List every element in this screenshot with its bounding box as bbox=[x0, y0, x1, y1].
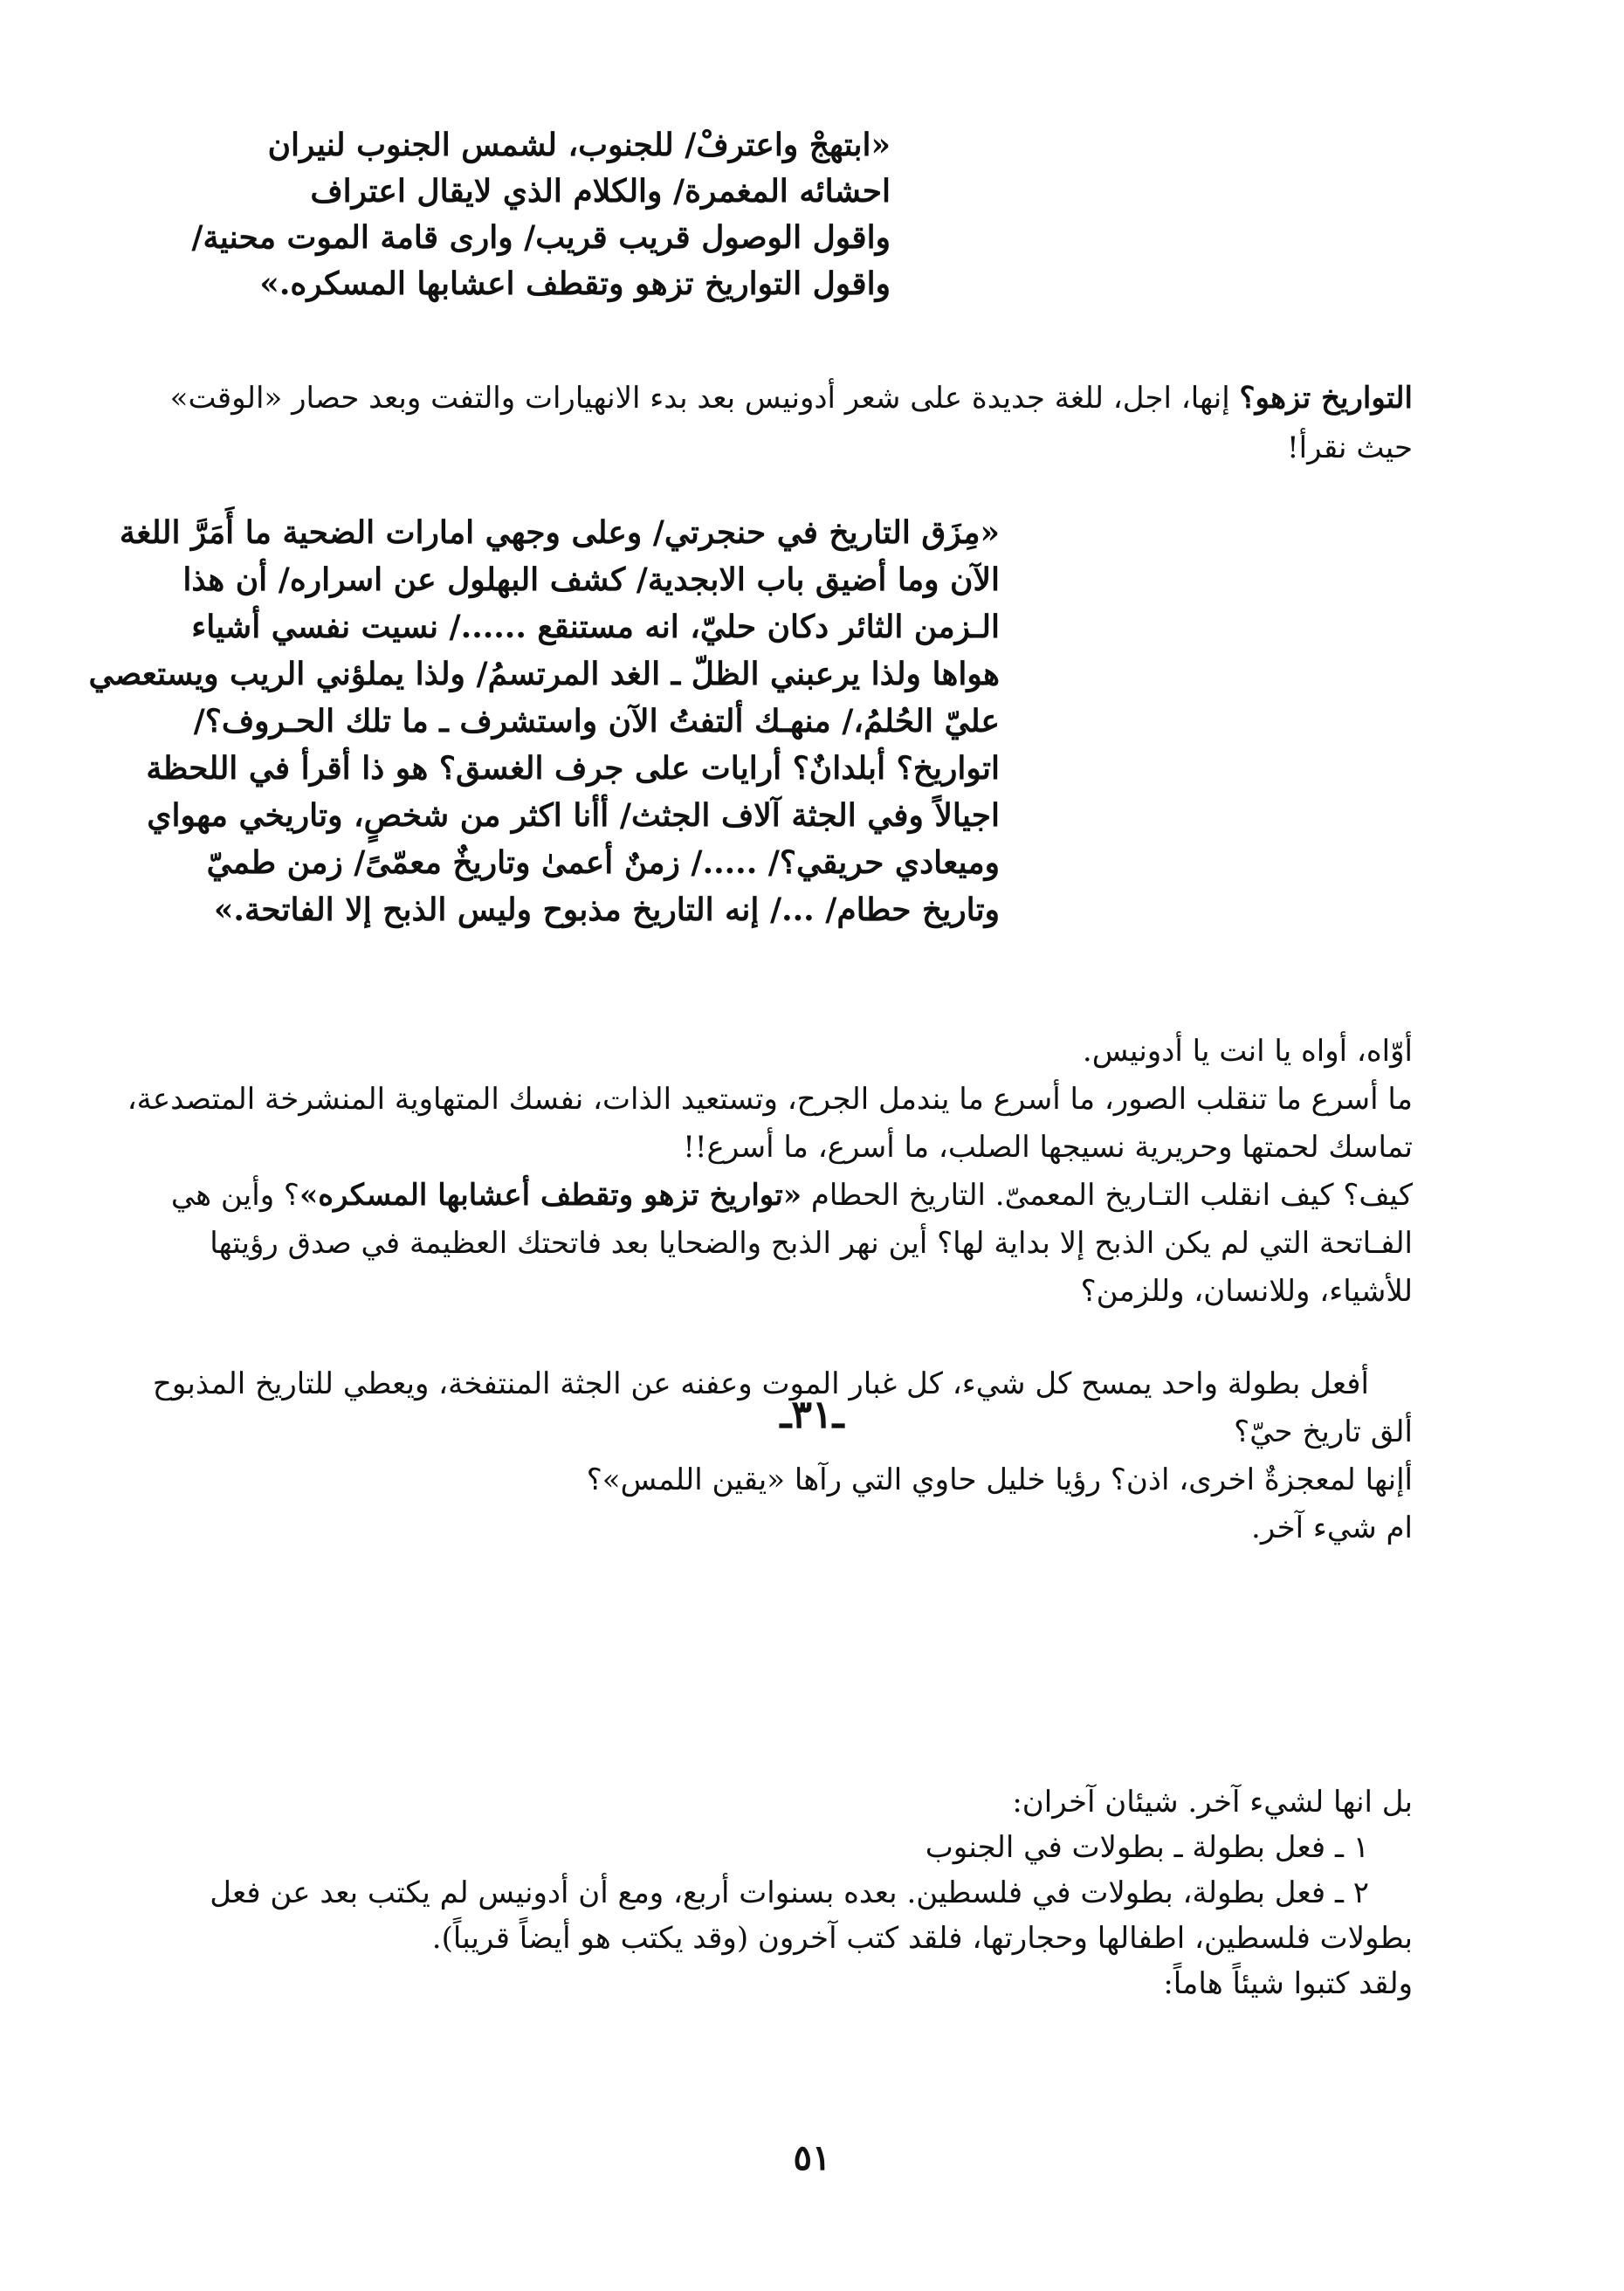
paragraph-line: أوّاه، أواه يا انت يا أدونيس. bbox=[1082, 1034, 1413, 1069]
paragraph-line: بطولات فلسطين، اطفالها وحجارتها، فلقد كتب آخرون (وقد يكتب هو أيضاً قريباً). bbox=[431, 1921, 1413, 1956]
poem-line: الآن وما أضيق باب الابجدية/ كشف البهلول عن اسراره/ أن هذا bbox=[182, 561, 1000, 598]
paragraph-line: حيث نقرأ! bbox=[1286, 430, 1413, 465]
poem-line: اتواريخ؟ أبلدانٌ؟ أرايات على جرف الغسق؟ هو ذا أقرأ في اللحظة bbox=[146, 750, 1000, 787]
poem-line: وميعادي حريقي؟/ ...../ زمنٌ أعمىٰ وتاريخٌ معمّىً/ زمن طميّ bbox=[206, 844, 1000, 881]
poem-line: الـزمن الثائر دكان حليّ، انه مستنقع ....../ نسيت نفسي أشياء bbox=[191, 609, 1000, 645]
paragraph-line: ما أسرع ما تنقلب الصور، ما أسرع ما يندمل الجرح، وتستعيد الذات، نفسك المتهاوية المنشرخة المتصدعة، bbox=[127, 1082, 1413, 1117]
paragraph-line: ١ ـ فعل بطولة ـ بطولات في الجنوب bbox=[925, 1830, 1369, 1865]
poem-line: هواها ولذا يرعبني الظلّ ـ الغد المرتسمُ/ ولذا يملؤني الريب ويستعصي bbox=[88, 656, 1000, 692]
paragraph-line: ألق تاريخ حيّ؟ bbox=[1234, 1414, 1413, 1449]
paragraph-line: ولقد كتبوا شيئاً هاماً: bbox=[1163, 1966, 1413, 2001]
bold-lead: التواريخ تزهو؟ bbox=[1239, 381, 1413, 416]
paragraph-5 bbox=[208, 1779, 1413, 2006]
paragraph-1 bbox=[169, 374, 1413, 473]
paragraph-line: للأشياء، وللانسان، وللزمن؟ bbox=[1080, 1274, 1413, 1309]
poem-line: واقول التواريخ تزهو وتقطف اعشابها المسكره.» bbox=[259, 265, 891, 302]
paragraph-line: أإنها لمعجزةٌ اخرى، اذن؟ رؤيا خليل حاوي التي رآها «يقين اللمس»؟ bbox=[586, 1462, 1413, 1497]
poem-line: وتاريخ حطام/ .../ إنه التاريخ مذبوح وليس الذبح إلا الفاتحة.» bbox=[213, 891, 1000, 928]
page-number-51: ٥١ bbox=[793, 2137, 831, 2178]
paragraph-line: تماسك لحمتها وحريرية نسيجها الصلب، ما أسرع، ما أسرع!! bbox=[683, 1130, 1413, 1165]
paragraph-text: إنها، اجل، للغة جديدة على شعر أدونيس بعد بدء الانهيارات والتفت وبعد حصار «الوقت» bbox=[169, 381, 1240, 416]
poem-quote-1 bbox=[105, 122, 891, 307]
paragraph-text: كيف؟ كيف انقلب التـاريخ المعمىّ. التاريخ الحطام bbox=[802, 1178, 1413, 1213]
poem-line: واقول الوصول قريب قريب/ وارى قامة الموت محنية/ bbox=[191, 219, 891, 256]
poem-line: احشائه المغمرة/ والكلام الذي لايقال اعتراف bbox=[310, 173, 891, 210]
page-number-31: ـ٣١ـ bbox=[780, 1393, 844, 1437]
paragraph-text: ؟ وأين هي bbox=[170, 1178, 299, 1213]
paragraph-line: أفعل بطولة واحد يمسح كل شيء، كل غبار الموت وعفنه عن الجثة المنتفخة، ويعطي للتاريخ المذبوح bbox=[152, 1366, 1369, 1401]
paragraph-line: بل انها لشيء آخر. شيئان آخران: bbox=[1012, 1785, 1413, 1820]
poem-line: عليّ الحُلمُ،/ منهـك ألتفتُ الآن واستشرف ـ ما تلك الحـروف؟/ bbox=[193, 703, 1000, 740]
poem-line: اجيالاً وفي الجثة آلاف الجثث/ أأنا اكثر من شخصٍ، وتاريخي مهواي bbox=[147, 797, 1000, 834]
paragraph-2 bbox=[127, 1028, 1413, 1172]
paragraph-4 bbox=[152, 1360, 1413, 1552]
poem-quote-2 bbox=[88, 509, 1000, 933]
poem-line: «مِزَق التاريخ في حنجرتي/ وعلى وجهي امارات الضحية ما أَمَرَّ اللغة bbox=[119, 514, 1000, 551]
paragraph-3 bbox=[170, 1172, 1413, 1316]
paragraph-line: ٢ ـ فعل بطولة، بطولات في فلسطين. بعده بسنوات أربع، ومع أن أدونيس لم يكتب بعد عن فعل bbox=[210, 1875, 1369, 1910]
paragraph-line: ام شيء آخر. bbox=[1251, 1510, 1413, 1545]
bold-quote: «تواريخ تزهو وتقطف أعشابها المسكره» bbox=[299, 1178, 802, 1213]
paragraph-line bbox=[170, 1172, 1413, 1220]
poem-line: «ابتهجْ واعترفْ/ للجنوب، لشمس الجنوب لنيران bbox=[267, 127, 891, 163]
paragraph-line: الفـاتحة التي لم يكن الذبح إلا بداية لها؟ أين نهر الذبح والضحايا بعد فاتحتك العظيمة في صدق رؤيتها bbox=[210, 1226, 1413, 1261]
paragraph-line bbox=[169, 374, 1413, 423]
